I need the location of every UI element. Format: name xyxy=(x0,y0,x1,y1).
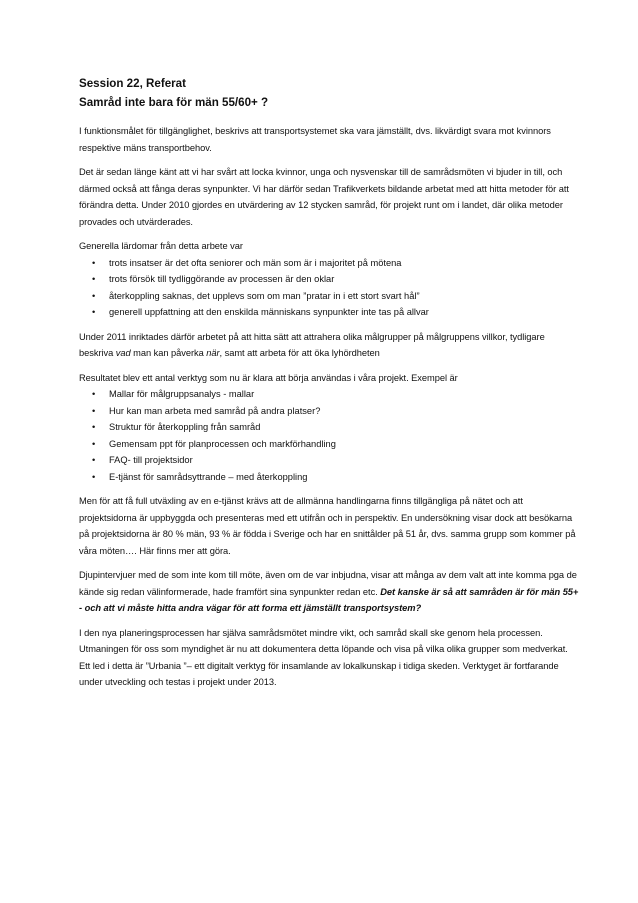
emphasis-when: när xyxy=(206,348,220,358)
lessons-list xyxy=(79,255,579,321)
paragraph-planning-process: I den nya planeringsprocessen har själva samrådsmötet mindre vikt, och samråd skall ske genom hela processen. Utmaningen för oss som myndighet är nu att dokumentera detta löpande och visa på vilka olika grupper som medverkat. Ett led i detta är ”Urbania ”– ett digitalt verktyg för insamlande av lokalkunskap i tidiga skeden. Verktyget är fortfarande under utveckling och testas i projekt under 2013. xyxy=(79,627,568,687)
list-item: • återkoppling saknas, det upplevs som om man ”pratar in i ett stort svart hål” xyxy=(79,288,579,305)
bullet-icon: • xyxy=(92,422,96,432)
paragraph-background: Det är sedan länge känt att vi har svårt att locka kvinnor, unga och nysvenskar till de samrådsmöten vi bjuder in till, och därmed också att fånga deras synpunkter. Vi har därför sedan Trafikverkets bildande arbetat med att hitta metoder för att förändra detta. Under 2010 gjordes en utvärdering av 12 stycken samråd, för projekt runt om i landet, där olika metoder provades och utvärderades. xyxy=(79,167,569,227)
session-title: Session 22, Referat xyxy=(79,77,186,90)
document-page xyxy=(79,74,579,699)
bullet-icon: • xyxy=(92,257,96,268)
paragraph-function-goal: I funktionsmålet för tillgänglighet, beskrivs att transportsystemet ska vara jämställt, dvs. likvärdigt svara mot kvinnors respektive mäns transportbehov. xyxy=(79,126,551,153)
paragraph-e-service: Men för att få full utväxling av en e-tjänst krävs att de allmänna handlingarna finns tillgängliga på nätet och att projektsidorna är uppbyggda och presenteras med ett utifrån och in perspektiv. En undersökning visar dock att besökarna på projektsidorna är 80 % män, 93 % är födda i Sverige och har en snittålder på 51 år, dvs. samma grupp som kommer på våra möten…. Här finns mer att göra. xyxy=(79,496,576,556)
tools-intro: Resultatet blev ett antal verktyg som nu är klara att börja användas i våra projekt. Exempel är xyxy=(79,372,458,383)
bullet-icon: • xyxy=(92,455,96,465)
list-item: • Struktur för återkoppling från samråd xyxy=(79,419,579,436)
title-block xyxy=(79,74,579,112)
document-title: Samråd inte bara för män 55/60+ ? xyxy=(79,96,269,109)
list-item: • FAQ- till projektsidor xyxy=(79,452,579,469)
bullet-icon: • xyxy=(92,389,96,399)
list-item: • Hur kan man arbeta med samråd på andra platser? xyxy=(79,403,579,420)
bullet-icon: • xyxy=(92,405,96,416)
bullet-icon: • xyxy=(92,471,96,482)
bullet-icon: • xyxy=(92,438,96,449)
emphasis-question: Det kanske är så att samråden är för män 55+ - och att vi måste hitta andra vägar för att forma ett jämställt transportsystem? xyxy=(79,586,579,613)
emphasis-what: vad xyxy=(115,348,131,358)
paragraph-2011-work: Under 2011 inriktades därför arbetet på att hitta sätt att attrahera olika målgrupper på målgruppens villkor, tydligare beskriva vad man kan påverka när, samt att arbeta för att öka lyhördheten xyxy=(79,331,545,358)
tools-list xyxy=(79,386,579,485)
list-item: • trots insatser är det ofta seniorer och män som är i majoritet på mötena xyxy=(79,255,579,272)
list-item: • generell uppfattning att den enskilda människans synpunkter inte tas på allvar xyxy=(79,304,579,321)
list-item: • Gemensam ppt för planprocessen och markförhandling xyxy=(79,436,579,453)
bullet-icon: • xyxy=(92,290,96,301)
list-item: • trots försök till tydliggörande av processen är den oklar xyxy=(79,271,579,288)
bullet-icon: • xyxy=(92,307,96,317)
bullet-icon: • xyxy=(92,274,96,284)
list-item: • Mallar för målgruppsanalys - mallar xyxy=(79,386,579,403)
lessons-intro: Generella lärdomar från detta arbete var xyxy=(79,241,243,251)
list-item: • E-tjänst för samrådsyttrande – med återkoppling xyxy=(79,469,579,486)
paragraph-interviews: Djupintervjuer med de som inte kom till möte, även om de var inbjudna, visar att många av dem valt att inte komma pga de kände sig redan välinformerade, hade framfört sina synpunkter redan etc. Det kanske är så att samråden är för män 55+ - och att vi måste hitta andra vägar för att forma ett jämställt transportsystem? xyxy=(79,570,579,613)
